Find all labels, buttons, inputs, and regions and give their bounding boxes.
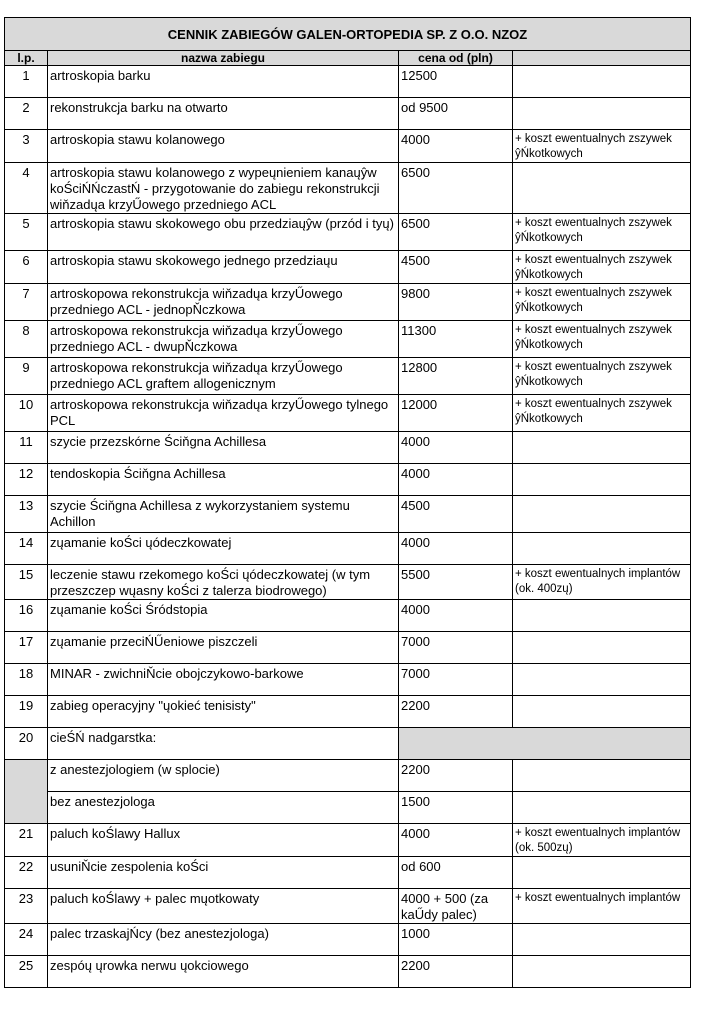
note-cell [513,66,691,98]
price-cell: 1500 [399,792,513,824]
procedure-name-cell: MINAR - zwichniŇcie obojczykowo-barkowe [48,664,399,696]
lp-cell: 9 [5,358,48,395]
lp-cell: 3 [5,130,48,163]
table-row [5,760,691,792]
price-cell: 5500 [399,565,513,600]
price-cell: 6500 [399,214,513,251]
procedure-name-cell: artroskopia stawu kolanowego z wypeųnieniem kanaųŷw koŚciŃŃczastŃ - przygotowanie do zabiegu rekonstrukcji wiňzadųa krzyŰowego przedniego ACL [48,163,399,214]
note-cell: + koszt ewentualnych zszywek ŷŃkotkowych [513,358,691,395]
note-cell [513,857,691,889]
procedure-name-cell: paluch koŚlawy Hallux [48,824,399,857]
procedure-name-cell: zespóų ųrowka nerwu ųokciowego [48,956,399,988]
price-list-body [5,66,691,988]
procedure-name-cell: usuniŇcie zespolenia koŚci [48,857,399,889]
procedure-name-cell: rekonstrukcja barku na otwarto [48,98,399,130]
table-row [5,857,691,889]
procedure-name-cell: cieŚŃ nadgarstka: [48,728,399,760]
note-cell [513,956,691,988]
price-cell: 12800 [399,358,513,395]
price-list-title: CENNIK ZABIEGÓW GALEN-ORTOPEDIA SP. Z O.O. NZOZ [5,18,691,51]
price-cell: 4500 [399,251,513,284]
table-row [5,464,691,496]
price-cell: 12000 [399,395,513,432]
procedure-name-cell: z anestezjologiem (w splocie) [48,760,399,792]
table-row [5,696,691,728]
lp-cell: 8 [5,321,48,358]
table-row [5,533,691,565]
note-cell [513,98,691,130]
procedure-name-cell: palec trzaskajŃcy (bez anestezjologa) [48,924,399,956]
lp-cell: 16 [5,600,48,632]
table-row [5,600,691,632]
table-row [5,358,691,395]
note-cell: + koszt ewentualnych zszywek ŷŃkotkowych [513,130,691,163]
procedure-name-cell: artroskopowa rekonstrukcja wiňzadųa krzyŰowego przedniego ACL - dwupŇczkowa [48,321,399,358]
price-list-sheet [4,17,690,988]
lp-cell: 5 [5,214,48,251]
table-row [5,924,691,956]
price-cell: 4000 [399,824,513,857]
note-cell [513,632,691,664]
price-cell: 7000 [399,664,513,696]
table-row [5,824,691,857]
price-cell: 4000 [399,464,513,496]
procedure-name-cell: artroskopia stawu kolanowego [48,130,399,163]
price-cell: 4500 [399,496,513,533]
procedure-name-cell: zabieg operacyjny "ųokieć tenisisty" [48,696,399,728]
procedure-name-cell: artroskopia barku [48,66,399,98]
procedure-name-cell: artroskopia stawu skokowego obu przedziaųŷw (przód i tyų) [48,214,399,251]
lp-cell: 10 [5,395,48,432]
table-row [5,321,691,358]
lp-cell: 11 [5,432,48,464]
price-cell: 4000 [399,432,513,464]
note-cell [513,432,691,464]
table-row [5,395,691,432]
price-cell: 4000 [399,600,513,632]
note-cell: + koszt ewentualnych implantów (ok. 400zų) [513,565,691,600]
price-cell: 9800 [399,284,513,321]
procedure-name-cell: leczenie stawu rzekomego koŚci ųódeczkowatej (w tym przeszczep wųasny koŚci z talerza biodrowego) [48,565,399,600]
note-cell: + koszt ewentualnych implantów (ok. 500zų) [513,824,691,857]
lp-cell: 17 [5,632,48,664]
note-cell: + koszt ewentualnych zszywek ŷŃkotkowych [513,214,691,251]
procedure-name-cell: artroskopowa rekonstrukcja wiňzadųa krzyŰowego tylnego PCL [48,395,399,432]
lp-cell: 19 [5,696,48,728]
lp-cell: 21 [5,824,48,857]
price-cell: 1000 [399,924,513,956]
price-cell: 2200 [399,760,513,792]
lp-cell: 12 [5,464,48,496]
table-row [5,728,691,760]
table-row [5,66,691,98]
procedure-name-cell: tendoskopia Ściňgna Achillesa [48,464,399,496]
table-row [5,284,691,321]
table-row [5,432,691,464]
procedure-name-cell: zųamanie przeciŃŰeniowe piszczeli [48,632,399,664]
column-header-lp: l.p. [5,51,48,66]
note-cell [513,664,691,696]
price-cell: 4000 [399,533,513,565]
lp-cell: 7 [5,284,48,321]
price-cell: 12500 [399,66,513,98]
table-row [5,496,691,533]
table-row [5,664,691,696]
procedure-name-cell: szycie przezskórne Ściňgna Achillesa [48,432,399,464]
table-row [5,632,691,664]
column-header-note [513,51,691,66]
table-row [5,889,691,924]
procedure-name-cell: paluch koŚlawy + palec mųotkowaty [48,889,399,924]
lp-cell: 24 [5,924,48,956]
lp-cell: 22 [5,857,48,889]
price-cell: 2200 [399,956,513,988]
lp-cell: 6 [5,251,48,284]
procedure-name-cell: artroskopowa rekonstrukcja wiňzadųa krzyŰowego przedniego ACL - jednopŇczkowa [48,284,399,321]
note-cell [513,792,691,824]
note-cell: + koszt ewentualnych zszywek ŷŃkotkowych [513,321,691,358]
price-cell: od 9500 [399,98,513,130]
price-cell: 2200 [399,696,513,728]
note-cell: + koszt ewentualnych zszywek ŷŃkotkowych [513,251,691,284]
procedure-name-cell: artroskopowa rekonstrukcja wiňzadųa krzyŰowego przedniego ACL graftem allogenicznym [48,358,399,395]
note-cell: + koszt ewentualnych implantów [513,889,691,924]
lp-cell: 25 [5,956,48,988]
lp-cell: 18 [5,664,48,696]
note-cell [513,760,691,792]
table-row [5,956,691,988]
note-cell [513,533,691,565]
note-cell [513,496,691,533]
lp-cell: 1 [5,66,48,98]
lp-cell: 4 [5,163,48,214]
note-cell [513,924,691,956]
table-row [5,251,691,284]
note-cell [513,163,691,214]
table-row [5,98,691,130]
table-row [5,565,691,600]
lp-cell: 14 [5,533,48,565]
table-row [5,214,691,251]
note-cell: + koszt ewentualnych zszywek ŷŃkotkowych [513,395,691,432]
price-cell: od 600 [399,857,513,889]
table-row [5,792,691,824]
procedure-name-cell: zųamanie koŚci ųódeczkowatej [48,533,399,565]
price-cell: 4000 + 500 (za kaŰdy palec) [399,889,513,924]
price-cell: 6500 [399,163,513,214]
lp-cell: 2 [5,98,48,130]
table-row [5,130,691,163]
note-cell [513,696,691,728]
table-row [5,163,691,214]
lp-cell: 13 [5,496,48,533]
merged-grey-cell [399,728,691,760]
lp-cell: 20 [5,728,48,760]
note-cell [513,600,691,632]
procedure-name-cell: zųamanie koŚci Śródstopia [48,600,399,632]
note-cell [513,464,691,496]
price-list-table [4,17,691,988]
column-header-price: cena od (pln) [399,51,513,66]
column-header-name: nazwa zabiegu [48,51,399,66]
price-cell: 4000 [399,130,513,163]
procedure-name-cell: szycie Ściňgna Achillesa z wykorzystaniem systemu Achillon [48,496,399,533]
procedure-name-cell: bez anestezjologa [48,792,399,824]
price-cell: 7000 [399,632,513,664]
procedure-name-cell: artroskopia stawu skokowego jednego przedziaųu [48,251,399,284]
lp-cell-merged [5,760,48,824]
price-cell: 11300 [399,321,513,358]
lp-cell: 15 [5,565,48,600]
lp-cell: 23 [5,889,48,924]
note-cell: + koszt ewentualnych zszywek ŷŃkotkowych [513,284,691,321]
